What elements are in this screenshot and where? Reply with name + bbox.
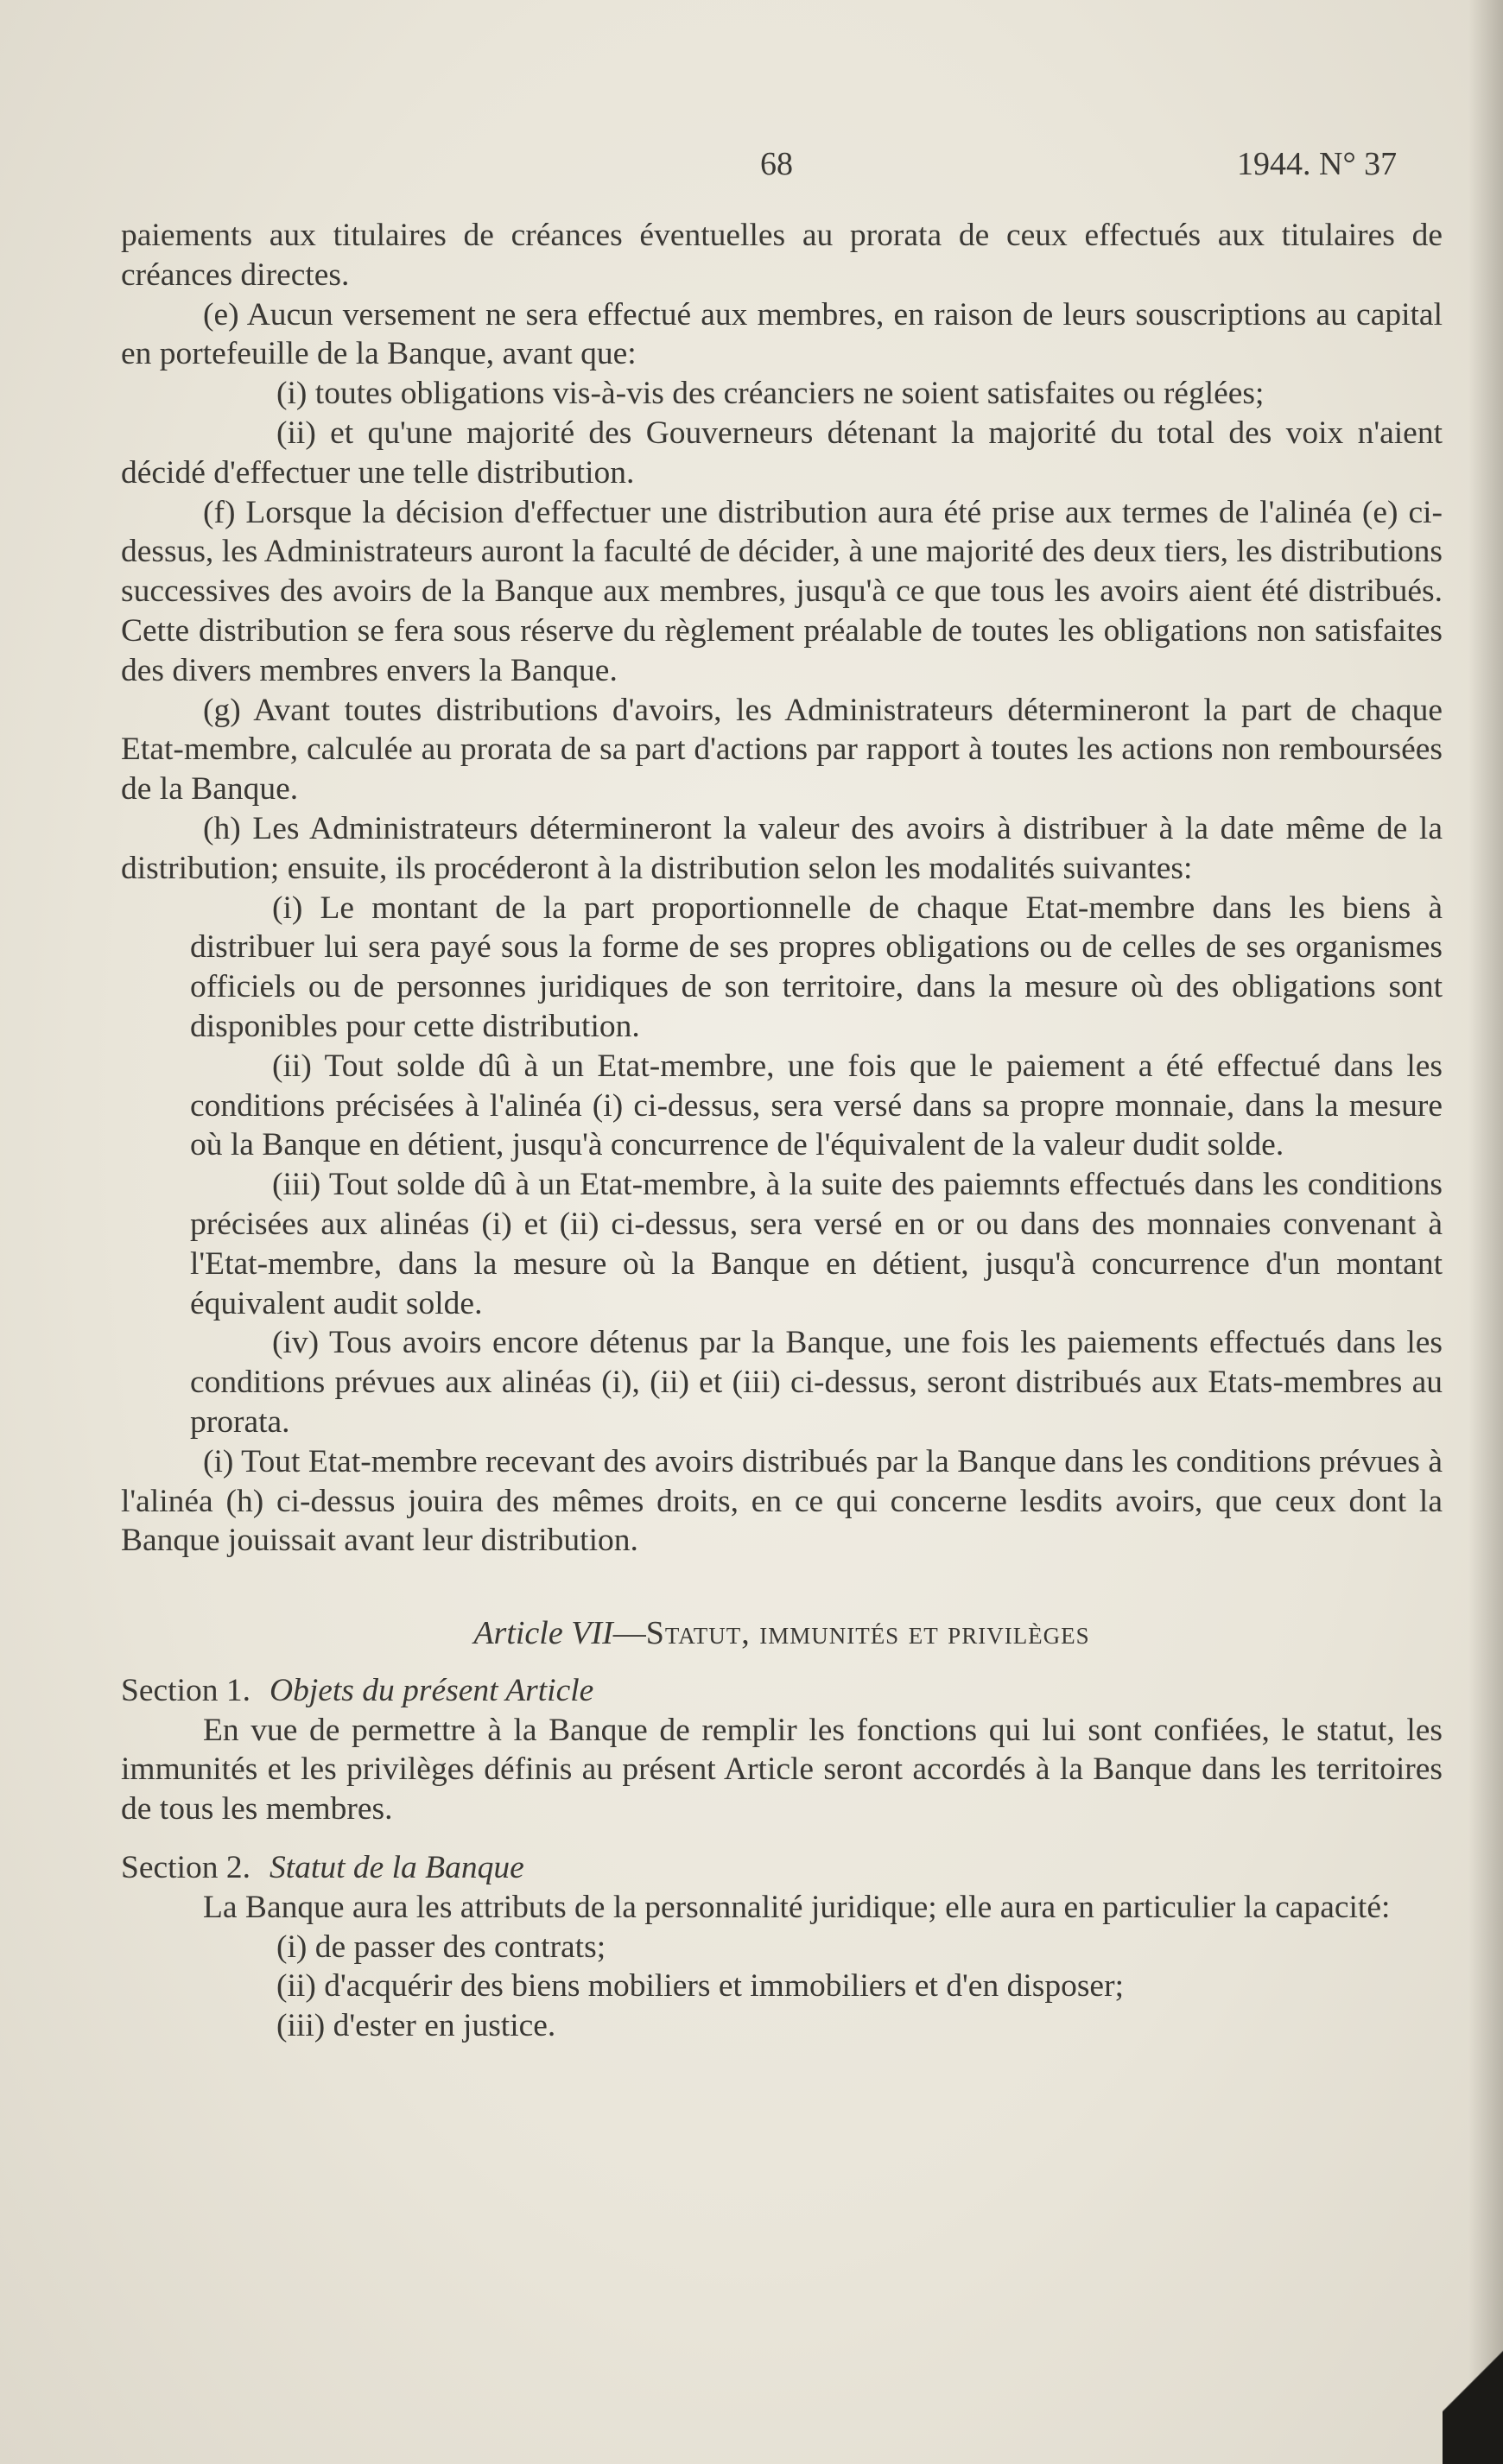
section-2-item: (i) de passer des contrats;: [276, 1929, 606, 1965]
page-edge-shadow: [1468, 0, 1503, 2464]
article-heading: [121, 1614, 1443, 1654]
section-1-label: Section 1.: [121, 1672, 250, 1708]
paragraph-i: (i) Tout Etat-membre recevant des avoirs distribués par la Banque dans les conditions prévues à l'alinéa (h) ci-dessus jouira des mêmes droits, en ce qui concerne lesdits avoirs, que ceux dont la Banque jouissait avant leur distribution.: [121, 1443, 1443, 1559]
paragraph-h-ii: (ii) Tout solde dû à un Etat-membre, une fois que le paiement a été effectué dans les conditions précisées à l'alinéa (i) ci-dessus, sera versé dans sa propre monnaie, dans la mesure où la Banque en détient, jusqu'à concurrence de l'équivalent de la valeur dudit solde.: [190, 1048, 1443, 1163]
section-2-item: (ii) d'acquérir des biens mobiliers et immobiliers et d'en disposer;: [276, 1968, 1124, 2005]
article-dash: —: [612, 1615, 646, 1652]
article-number: Article VII: [473, 1615, 613, 1652]
section-2-item: (iii) d'ester en justice.: [276, 2008, 556, 2044]
paragraph-e-ii: (ii) et qu'une majorité des Gouverneurs détenant la majorité du total des voix n'aient décidé d'effectuer une telle distribution.: [121, 415, 1443, 491]
section-1-title: Objets du présent Article: [269, 1672, 594, 1708]
section-1-body: En vue de permettre à la Banque de remplir les fonctions qui lui sont confiées, le statut, les immunités et les privilèges définis au présent Article seront accordés à la Banque dans les territoires de tous les membres.: [121, 1712, 1443, 1827]
page-corner-shadow: [1443, 2334, 1503, 2464]
section-2-body: La Banque aura les attributs de la personnalité juridique; elle aura en particulier la capacité:: [203, 1889, 1391, 1925]
article-title: Statut, immunités et privilèges: [645, 1615, 1090, 1652]
page-number: 68: [760, 146, 793, 182]
paragraph-h-iii: (iii) Tout solde dû à un Etat-membre, à la suite des paiemnts effectués dans les conditions précisées aux alinéas (i) et (ii) ci-dessus, sera versé en or ou dans des monnaies convenant à l'Etat-membre, dans la mesure où la Banque en détient, jusqu'à concurrence d'un montant équivalent audit solde.: [190, 1167, 1443, 1321]
paragraph-e-i: (i) toutes obligations vis-à-vis des créanciers ne soient satisfaites ou réglées;: [276, 376, 1265, 412]
paragraph-e: (e) Aucun versement ne sera effectué aux membres, en raison de leurs souscriptions au capital en portefeuille de la Banque, avant que:: [121, 296, 1443, 372]
document-reference: 1944. N° 37: [1237, 146, 1398, 182]
paragraph-h-iv: (iv) Tous avoirs encore détenus par la Banque, une fois les paiements effectués dans les conditions prévues aux alinéas (i), (ii) et (iii) ci-dessus, seront distribués aux Etats-membres au prorata.: [190, 1325, 1443, 1440]
paragraph-h: (h) Les Administrateurs détermineront la valeur des avoirs à distribuer à la date même de la distribution; ensuite, ils procéderont à la distribution selon les modalités suivantes:: [121, 810, 1443, 886]
paragraph-f: (f) Lorsque la décision d'effectuer une distribution aura été prise aux termes de l'alinéa (e) ci-dessus, les Administrateurs auront la faculté de décider, à une majorité des deux tiers, les distributions successives des avoirs de la Banque aux membres, jusqu'à ce que tous les avoirs aient été distribués. Cette distribution se fera sous réserve du règlement préalable de toutes les obligations non satisfaites des divers membres envers la Banque.: [121, 494, 1443, 688]
section-1-heading: [121, 1671, 1443, 1711]
paragraph-continuation: paiements aux titulaires de créances éventuelles au prorata de ceux effectués aux titulaires de créances directes.: [121, 218, 1443, 293]
paragraph-g: (g) Avant toutes distributions d'avoirs, les Administrateurs détermineront la part de chaque Etat-membre, calculée au prorata de sa part d'actions par rapport à toutes les actions non remboursées de la Banque.: [121, 692, 1443, 808]
page-body: [121, 216, 1443, 2046]
section-2-label: Section 2.: [121, 1850, 250, 1886]
section-2-heading: [121, 1848, 1443, 1888]
paragraph-h-i: (i) Le montant de la part proportionnelle de chaque Etat-membre dans les biens à distribuer lui sera payé sous la forme de ses propres obligations ou de celles de ses organismes officiels ou de personnes juridiques de son territoire, dans la mesure où des obligations sont disponibles pour cette distribution.: [190, 890, 1443, 1044]
page-header: [0, 145, 1503, 188]
section-2-title: Statut de la Banque: [269, 1850, 524, 1886]
